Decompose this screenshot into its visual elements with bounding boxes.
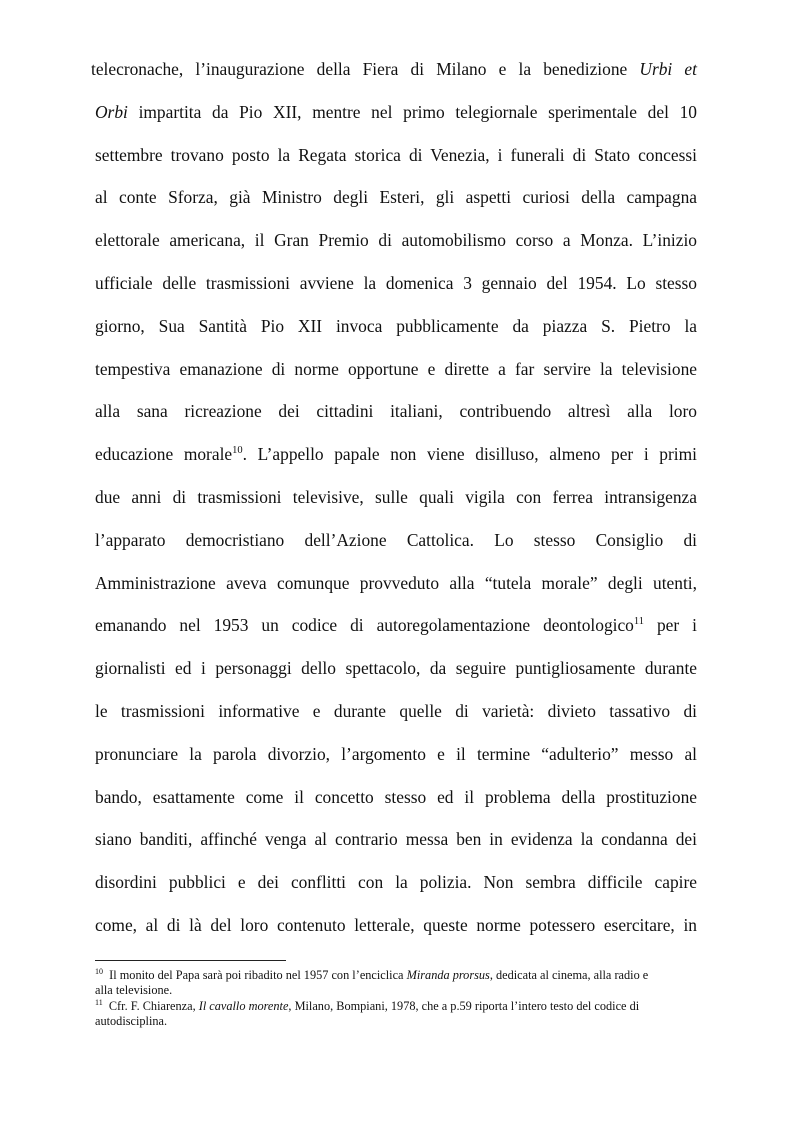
text-line-5: elettorale americana, il Gran Premio di automobilismo corso a Monza. L’inizio <box>95 230 697 251</box>
text-line-4: al conte Sforza, già Ministro degli Esteri, gli aspetti curiosi della campagna <box>95 187 697 208</box>
italic-urbi: Urbi et <box>639 59 697 79</box>
text-line-2: Orbi impartita da Pio XII, mentre nel primo telegiornale sperimentale del 10 <box>95 101 697 122</box>
text-line-13: Amministrazione aveva comunque provveduto alla “tutela morale” degli utenti, <box>95 572 697 593</box>
text-line-16: le trasmissioni informative e durante quelle di varietà: divieto tassativo di <box>95 701 697 721</box>
text-line-8: tempestiva emanazione di norme opportune e dirette a far servire la televisione <box>95 358 697 379</box>
footnote-11: $^{11}$ Cfr. F. Chiarenza, Il cavallo morente, Milano, Bompiani, 1978, che a p.59 riporta l’intero testo del codice di <box>95 998 640 1013</box>
text-line-15: giornalisti ed i personaggi dello spettacolo, da seguire puntigliosamente durante <box>95 658 697 679</box>
footnote-11-cont: autodisciplina. <box>95 1014 168 1028</box>
text-line-12: l’apparato democristiano dell’Azione Cattolica. Lo stesso Consiglio di <box>95 529 697 550</box>
text-line-1: telecronache, l’inaugurazione della Fiera di Milano e la benedizione Urbi et <box>91 59 697 79</box>
text-line-14: emanando nel 1953 un codice di autoregolamentazione deontologico$^{11}$ per i <box>95 615 697 636</box>
text-line-7: giorno, Sua Santità Pio XII invoca pubblicamente da piazza S. Pietro la <box>95 315 697 336</box>
text-line-3: settembre trovano posto la Regata storica di Venezia, i funerali di Stato concessi <box>95 144 697 165</box>
text-line-9: alla sana ricreazione dei cittadini italiani, contribuendo altresì alla loro <box>95 401 697 422</box>
text-line-10: educazione morale$^{10}$. L’appello papale non viene disilluso, almeno per i primi <box>95 444 697 465</box>
footnote-ref-10[interactable]: 10 <box>232 445 243 457</box>
text-line-21: come, al di là del loro contenuto letterale, queste norme potessero esercitare, in <box>95 915 697 935</box>
text-line-6: ufficiale delle trasmissioni avviene la domenica 3 gennaio del 1954. Lo stesso <box>95 273 697 293</box>
text-line-20: disordini pubblici e dei conflitti con la polizia. Non sembra difficile capire <box>95 872 697 893</box>
footnote-ref-11[interactable]: 11 <box>633 616 645 628</box>
text-line-19: siano banditi, affinché venga al contrario messa ben in evidenza la condanna dei <box>95 829 697 850</box>
footnote-10-cont: alla televisione. <box>95 983 173 997</box>
italic-orbi: Orbi <box>95 101 128 122</box>
footnote-separator <box>95 960 286 961</box>
text-line-17: pronunciare la parola divorzio, l’argomento e il termine “adulterio” messo al <box>95 743 697 764</box>
text-line-11: due anni di trasmissioni televisive, sulle quali vigila con ferrea intransigenza <box>95 487 697 507</box>
text-line-18: bando, esattamente come il concetto stesso ed il problema della prostituzione <box>95 786 697 807</box>
footnote-10: $^{10}$ Il monito del Papa sarà poi ribadito nel 1957 con l’enciclica Miranda prorsus, dedicata al cinema, alla radio e <box>95 967 649 982</box>
